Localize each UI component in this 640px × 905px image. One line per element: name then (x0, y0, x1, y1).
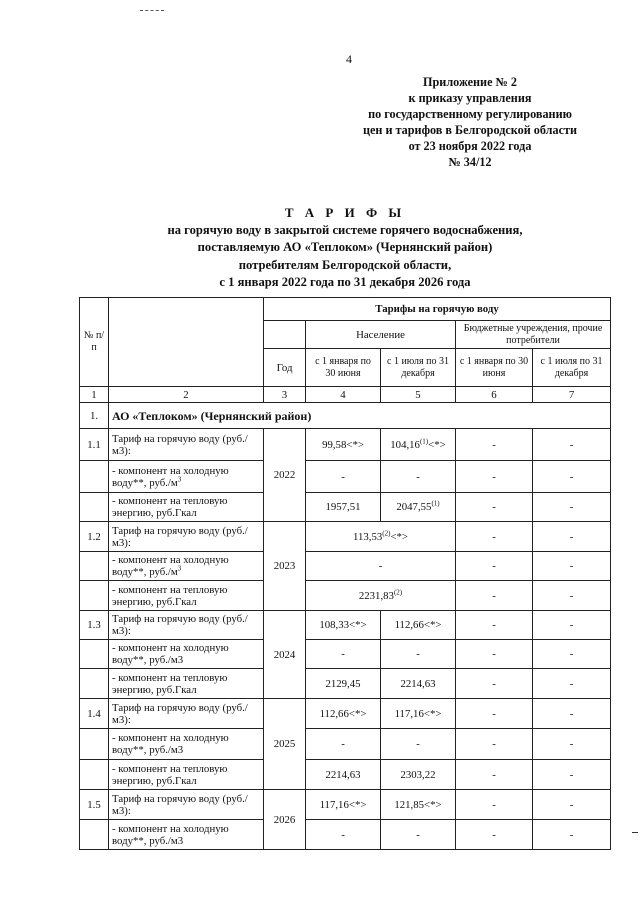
label-tariff: Тариф на горячую воду (руб./м3): (109, 522, 264, 552)
value-cell: - (456, 611, 533, 640)
label-cold: - компонент на холодную воду**, $руб./м^3$ (109, 461, 264, 493)
row-num-blank (80, 640, 109, 669)
value-cell: 1957,51 (306, 493, 381, 522)
page-number: 4 (346, 52, 352, 66)
label-heat: - компонент на тепловую энергию, руб.Гкал (109, 493, 264, 522)
value-cell: 121,85<*> (381, 790, 456, 820)
value-cell: - (456, 581, 533, 611)
value-cell: - (533, 760, 611, 790)
appendix-line: по государственному регулированию (368, 107, 572, 121)
row-num: 1.4 (80, 699, 109, 729)
value-cell: - (456, 640, 533, 669)
value-cell: 2214,63 (306, 760, 381, 790)
label-tariff: Тариф на горячую воду (руб./м3): (109, 429, 264, 461)
row-num: 1.5 (80, 790, 109, 820)
column-number: 1 (80, 387, 109, 403)
tariff-table (79, 297, 611, 850)
value-cell: - (306, 640, 381, 669)
year-cell: 2024 (264, 611, 306, 699)
row-num-blank (80, 760, 109, 790)
value-cell: 99,58<*> (306, 429, 381, 461)
value-cell: 117,16<*> (306, 790, 381, 820)
year-cell: 2022 (264, 429, 306, 522)
row-num: 1.2 (80, 522, 109, 552)
value-cell: - (381, 640, 456, 669)
value-cell: - (533, 581, 611, 611)
value-cell: - (456, 669, 533, 699)
value-cell: - (456, 699, 533, 729)
value-cell: - (533, 552, 611, 581)
header-blank (109, 298, 264, 387)
header-blank (264, 321, 306, 349)
value-cell: 117,16<*> (381, 699, 456, 729)
value-cell-merged: 2231,83$^{(2)}$ (306, 581, 456, 611)
row-num: 1.1 (80, 429, 109, 461)
value-cell: - (533, 669, 611, 699)
value-cell: - (533, 729, 611, 760)
value-cell-merged: - (306, 552, 456, 581)
title-line: потребителям Белгородской области, (238, 257, 452, 272)
value-cell-merged: $113,53^{(2)}<*>$ (306, 522, 456, 552)
label-cold: - компонент на холодную воду**, руб./м3 (109, 640, 264, 669)
org-num: 1. (80, 403, 109, 429)
row-num-blank (80, 669, 109, 699)
document-title (100, 204, 590, 292)
header-jul-dec: с 1 июля по 31 декабря (381, 349, 456, 387)
year-cell: 2023 (264, 522, 306, 611)
appendix-line: Приложение № 2 (423, 75, 517, 89)
row-num-blank (80, 461, 109, 493)
value-cell: - (381, 729, 456, 760)
header-year: Год (264, 349, 306, 387)
value-cell: - (456, 429, 533, 461)
label-tariff: Тариф на горячую воду (руб./м3): (109, 790, 264, 820)
value-cell: 2129,45 (306, 669, 381, 699)
value-cell: - (533, 790, 611, 820)
label-heat: - компонент на тепловую энергию, руб.Гкал (109, 760, 264, 790)
value-cell: 108,33<*> (306, 611, 381, 640)
label-tariff: Тариф на горячую воду (руб./м3): (109, 699, 264, 729)
header-jan-jun: с 1 января по 30 июня (306, 349, 381, 387)
value-cell: 112,66<*> (306, 699, 381, 729)
year-cell: 2025 (264, 699, 306, 790)
value-cell: 2214,63 (381, 669, 456, 699)
value-cell: - (381, 820, 456, 850)
value-cell: - (533, 699, 611, 729)
header-jul-dec: с 1 июля по 31 декабря (533, 349, 611, 387)
org-name: АО «Теплоком» (Чернянский район) (109, 403, 611, 429)
title-line: с 1 января 2022 года по 31 декабря 2026 года (219, 275, 471, 289)
value-cell: - (456, 493, 533, 522)
header-population: Население (306, 321, 456, 349)
year-cell: 2026 (264, 790, 306, 850)
value-cell: - (533, 820, 611, 850)
value-cell: - (533, 461, 611, 493)
value-cell: - (306, 461, 381, 493)
value-cell: - (456, 820, 533, 850)
header-jan-jun: с 1 января по 30 июня (456, 349, 533, 387)
value-cell: - (533, 493, 611, 522)
value-cell: - (456, 790, 533, 820)
value-cell: - (533, 640, 611, 669)
label-cold: - компонент на холодную воду**, руб./м3 (109, 729, 264, 760)
column-number: 4 (306, 387, 381, 403)
label-tariff: Тариф на горячую воду (руб./м3): (109, 611, 264, 640)
title-line: поставляемую АО «Теплоком» (Чернянский район) (197, 240, 493, 254)
value-cell: - (306, 729, 381, 760)
scan-artifact (140, 10, 164, 14)
scan-edge-artifact (632, 832, 638, 833)
row-num-blank (80, 729, 109, 760)
label-heat: - компонент на тепловую энергию, руб.Гкал (109, 669, 264, 699)
header-budget: Бюджетные учреждения, прочие потребители (456, 321, 611, 349)
row-num: 1.3 (80, 611, 109, 640)
value-cell: - (533, 429, 611, 461)
row-num-blank (80, 820, 109, 850)
appendix-line: к приказу управления (408, 91, 532, 105)
appendix-line: цен и тарифов в Белгородской области (362, 123, 578, 137)
column-number: 6 (456, 387, 533, 403)
label-cold: - компонент на холодную воду**, руб./м3 (109, 820, 264, 850)
value-cell: 2303,22 (381, 760, 456, 790)
header-num: № п/п (80, 298, 109, 387)
value-cell: $104,16^{(1)}<*>$ (381, 429, 456, 461)
appendix-line: от 23 ноября 2022 года (408, 139, 532, 153)
column-number: 3 (264, 387, 306, 403)
value-cell: - (381, 461, 456, 493)
column-number: 7 (533, 387, 611, 403)
label-heat: - компонент на тепловую энергию, руб.Гкал (109, 581, 264, 611)
value-cell: 2047,55$^{(1)}$ (381, 493, 456, 522)
value-cell: - (456, 729, 533, 760)
value-cell: - (533, 611, 611, 640)
value-cell: - (456, 552, 533, 581)
row-num-blank (80, 552, 109, 581)
label-cold: - компонент на холодную воду**, $руб./м^3$ (109, 552, 264, 581)
appendix-line: № 34/12 (448, 155, 492, 169)
column-number: 2 (109, 387, 264, 403)
title-line: на горячую воду в закрытой системе горячего водоснабжения, (167, 222, 523, 237)
column-number: 5 (381, 387, 456, 403)
header-tariffs: Тарифы на горячую воду (264, 298, 611, 321)
value-cell: 112,66<*> (381, 611, 456, 640)
appendix-header (340, 74, 600, 170)
title-line: Т А Р И Ф Ы (284, 205, 406, 220)
value-cell: - (456, 760, 533, 790)
value-cell: - (533, 522, 611, 552)
value-cell: - (456, 461, 533, 493)
value-cell: - (306, 820, 381, 850)
row-num-blank (80, 493, 109, 522)
value-cell: - (456, 522, 533, 552)
row-num-blank (80, 581, 109, 611)
